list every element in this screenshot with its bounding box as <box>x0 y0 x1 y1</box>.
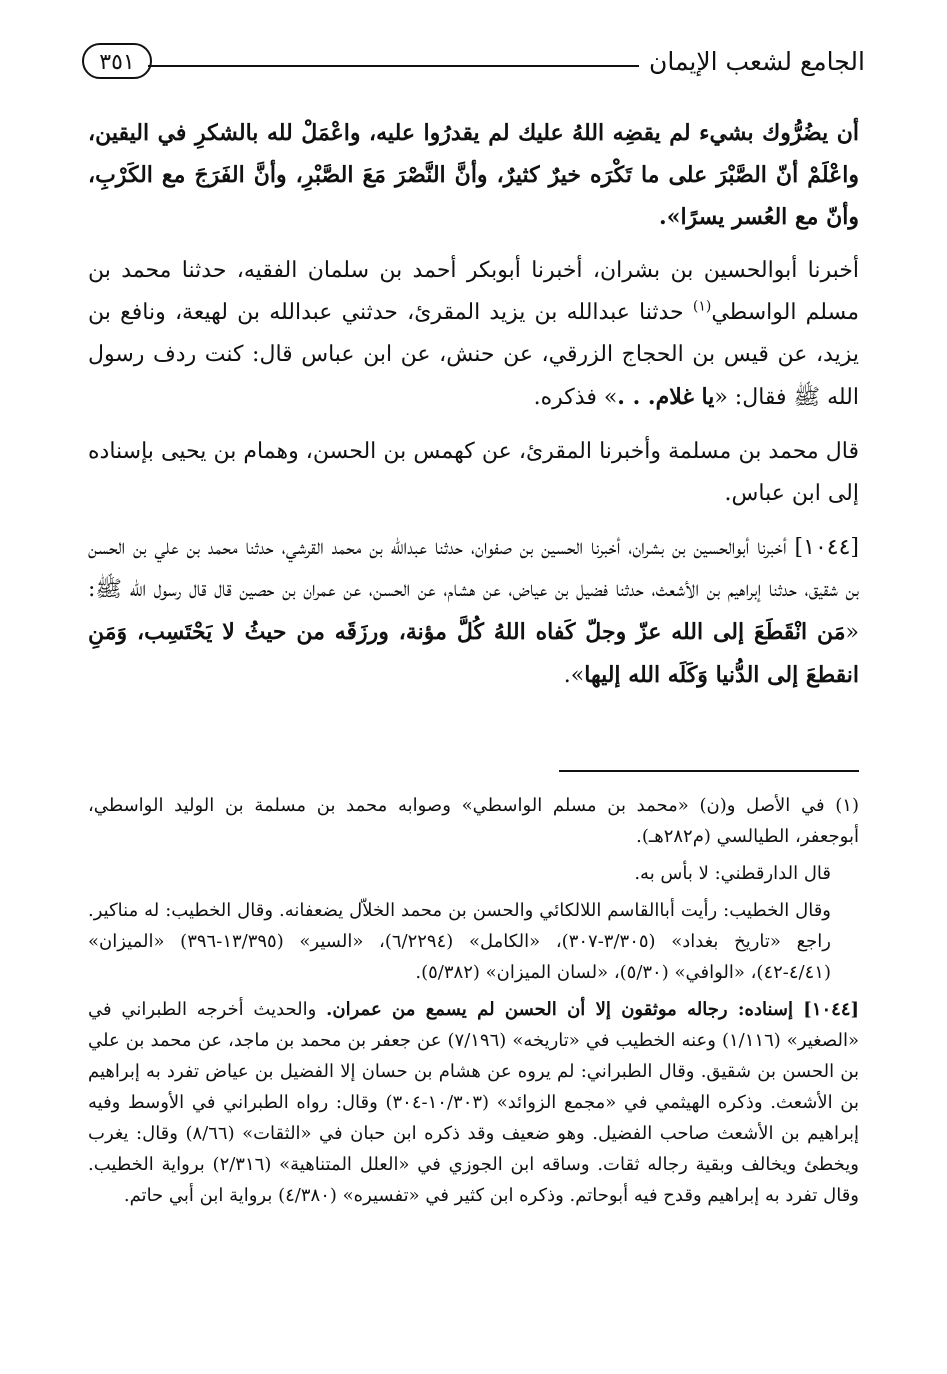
isnad-text-part3: » فذكره. <box>533 385 618 410</box>
footnote-1-daraqutni: قال الدارقطني: لا بأس به. <box>634 863 831 884</box>
hadith-quote: يا غلام. . . <box>617 384 715 410</box>
footnote-separator <box>559 770 859 772</box>
hadith-close: ». <box>563 663 585 688</box>
footnote-reference: (١) <box>692 298 712 315</box>
paragraph-isnad <box>88 250 859 419</box>
isnad-text-part2: حدثنا عبدالله بن يزيد المقرئ، حدثني عبدالله بن لهيعة، ونافع بن يزيد، عن قيس بن الحجاج الزرقي، عن حنش، عن ابن عباس قال: كنت ردف رسول الله ﷺ فقال: « <box>88 300 859 410</box>
header-rule <box>148 65 639 67</box>
paragraph-hadith-1044 <box>88 527 859 697</box>
isnad-text-part1: أخبرنا أبوالحسين بن بشران، أخبرنا أبوبكر أحمد بن سلمان الفقيه، حدثنا محمد بن مسلم الواسطي <box>88 258 859 325</box>
footnote-1-khatib: وقال الخطيب: رأيت أباالقاسم اللالكائي والحسن بن محمد الخلاّل يضعفانه. وقال الخطيب: له مناكير. راجع «تاريخ بغداد» (٣/٣٠٥-٣٠٧)، «الكامل» (٦/٢٢٩٤)، «السير» (١٣/٣٩٥-٣٩٦) «الميزان» (٤/٤١-٤٢)، «الوافي» (٥/٣٠)، «لسان الميزان» (٥/٣٨٢). <box>88 900 831 983</box>
main-text <box>88 112 859 709</box>
paragraph-alternate-chain: قال محمد بن مسلمة وأخبرنا المقرئ، عن كهمس بن الحسن، وهمام بن يحيى بإسناده إلى ابن عباس. <box>88 439 859 506</box>
hadith-number: [١٠٤٤] <box>794 535 859 560</box>
footnote-1044-label: [١٠٤٤] إسناده: رجاله موثقون إلا أن الحسن لم يسمع من عمران. <box>326 999 860 1020</box>
footnote-1044 <box>88 994 859 1211</box>
page-number: ٣٥١ <box>82 43 152 79</box>
hadith-matn: مَن انْقَطَعَ إلى الله عزّ وجلّ كَفاه اللهُ كُلَّ مؤنة، ورزَقَه من حيثُ لا يَحْتَسِب، وَمَنِ انقطعَ إلى الدُّنيا وَكَلَه الله إليها <box>88 619 859 688</box>
running-title: الجامع لشعب الإيمان <box>648 47 865 76</box>
paragraph-continuation: أن يضُرُّوك بشيء لم يقضِه اللهُ عليك لم يقدرُوا عليه، واعْمَلْ لله بالشكرِ في اليقين، واعْلَمْ أنّ الصَّبْرَ على ما تَكْرَه خيرٌ كثيرٌ، وأنَّ النَّصْرَ مَعَ الصَّبْرِ، وأنَّ الفَرَجَ مع الكَرْبِ، وأنّ مع العُسر يسرًا». <box>88 120 859 230</box>
footnote-1: (١) في الأصل و(ن) «محمد بن مسلم الواسطي» وصوابه محمد بن مسلمة بن الوليد الواسطي، أبوجعفر، الطيالسي (م٢٨٢هـ). <box>88 795 859 847</box>
footnotes <box>88 790 859 1217</box>
page-header <box>82 40 865 92</box>
footnote-1044-text: والحديث أخرجه الطبراني في «الصغير» (١/١١٦) وعنه الخطيب في «تاريخه» (٧/١٩٦) عن جعفر بن محمد بن ماجد، عن محمد بن علي بن الحسن بن شقيق. وقال الطبراني: لم يروه عن هشام بن حسان إلا الفضيل بن عياض تفرد به إبراهيم بن الأشعث. وذكره الهيثمي في «مجمع الزوائد» (١٠/٣٠٣-٣٠٤) وقال: رواه الطبراني في الأوسط وفيه إبراهيم بن الأشعث صاحب الفضيل. وهو ضعيف وقد ذكره ابن حبان في «الثقات» (٨/٦٦) وقال: يغرب ويخطئ ويخالف وبقية رجاله ثقات. وساقه ابن الجوزي في «العلل المتناهية» (٢/٣١٦) برواية الخطيب. وقال تفرد به إبراهيم وقدح فيه أبوحاتم. وذكره ابن كثير في «تفسيره» (٤/٣٨٠) برواية ابن أبي حاتم. <box>88 999 860 1206</box>
hadith-isnad: أخبرنا أبوالحسين بن بشران، أخبرنا الحسين بن صفوان، حدثنا عبدالله بن محمد القرشي، حدثنا محمد بن علي بن الحسن بن شقيق، حدثنا إبراهيم بن الأشعث، حدثنا فضيل بن عياض، عن هشام، عن الحسن، عن عمران بن حصين قال قال رسول الله ﷺ: « <box>88 535 859 645</box>
